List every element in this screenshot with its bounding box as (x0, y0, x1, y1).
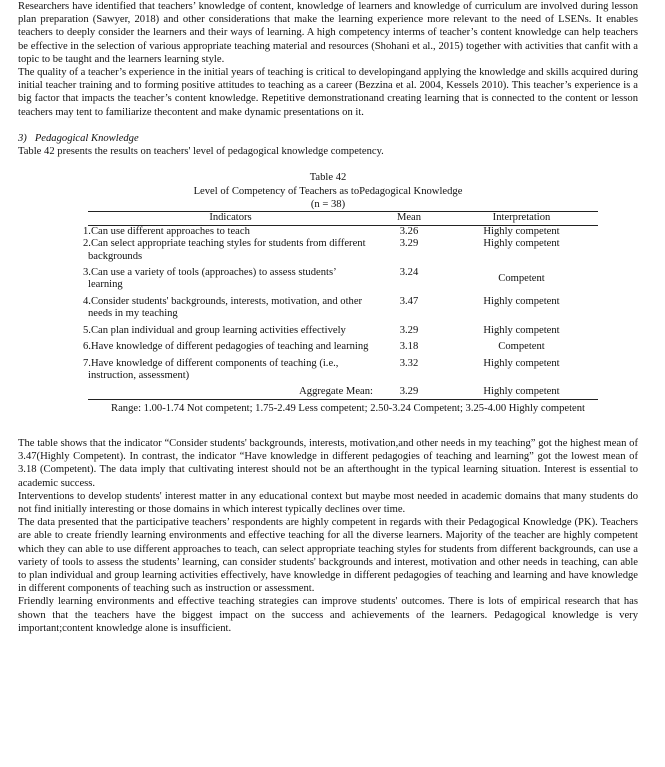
interpretation-cell: Competent (498, 341, 545, 353)
mean-cell: 3.26 (399, 225, 419, 237)
table-row (88, 225, 598, 238)
table-number: Table 42 (309, 172, 347, 184)
indicator-cell: 6.Have knowledge of different pedagogies of teaching and learning (83, 341, 369, 353)
table-row (88, 341, 598, 357)
mean-cell: 3.29 (399, 324, 419, 336)
indicator-cell: 3.Can use a variety of tools (approaches) to assess students’ learning (83, 267, 336, 291)
indicator-cell: 4.Consider students' backgrounds, interests, motivation, and other needs in my teaching (83, 295, 363, 320)
header-interpretation: Interpretation (445, 212, 598, 225)
discussion-paragraph-2: Interventions to develop students' interest matter in any educational context but maybe most needed in academic domains that many students do not find initially interesting or those domains in which interest typically declines over time. (18, 490, 638, 515)
table-row (88, 358, 598, 387)
header-mean: Mean (373, 212, 445, 225)
competency-table (83, 211, 598, 399)
intro-section (18, 0, 638, 119)
aggregate-row (88, 386, 598, 399)
section-heading (18, 132, 638, 145)
section-title: Pedagogical Knowledge (34, 132, 139, 144)
interpretation-cell: Highly competent (483, 295, 560, 307)
mean-cell: 3.32 (399, 357, 419, 369)
table-row (88, 238, 598, 267)
indicator-cell: 5.Can plan individual and group learning activities effectively (83, 324, 346, 336)
table-sample-size: (n = 38) (310, 199, 346, 211)
interpretation-cell: Competent (498, 273, 545, 285)
header-indicators: Indicators (88, 212, 373, 225)
mean-cell: 3.47 (399, 295, 419, 307)
table-title: Level of Competency of Teachers as toPedagogical Knowledge (193, 185, 463, 197)
indicator-cell: 2.Can select appropriate teaching styles for students from different backgrounds (83, 238, 366, 262)
mean-cell: 3.18 (399, 341, 419, 353)
table-row (88, 267, 598, 296)
table-header-row (88, 212, 598, 225)
interpretation-cell: Highly competent (483, 225, 560, 237)
interpretation-cell: Highly competent (483, 324, 560, 336)
mean-cell: 3.29 (399, 238, 419, 250)
indicator-cell: 7.Have knowledge of different components of teaching (i.e., instruction, assessment) (83, 357, 339, 381)
document-page (18, 0, 638, 635)
indicator-cell: 1.Can use different approaches to teach (83, 225, 250, 237)
table-row (88, 296, 598, 325)
range-legend: Range: 1.00-1.74 Not competent; 1.75-2.49 Less competent; 2.50-3.24 Competent; 3.25-4.00 Highly competent (111, 402, 585, 414)
table-row (88, 325, 598, 341)
aggregate-mean: 3.29 (373, 386, 445, 399)
discussion-paragraph-4: Friendly learning environments and effective teaching strategies can improve students' outcomes. There is lots of empirical research that has shown that the teachers have the biggest impact on the success and achievements of the learners. Pedagogical knowledge is very important;content knowledge alone is insufficient. (18, 596, 638, 634)
interpretation-cell: Highly competent (483, 238, 560, 250)
intro-paragraph-1: Researchers have identified that teachers’ knowledge of content, knowledge of learners and knowledge of curriculum are involved during lesson plan preparation (Sawyer, 2018) and other considerations that make the learning experience more relevant to the need of LSENs. It enables teachers to deeply consider the learners and their ways of learning. A high competency interms of teacher’s content knowledge can help teachers be effective in the selection of various appropriate teaching material and resources (Shohani et al., 2015) together with activities that canfit with a topic to be taught and the learners learning style. (18, 1, 638, 65)
table-caption (18, 171, 638, 211)
aggregate-interpretation: Highly competent (445, 386, 598, 399)
aggregate-label: Aggregate Mean: (88, 386, 373, 399)
discussion-paragraph-3: The data presented that the participative teachers’ respondents are highly competent in regards with their Pedagogical Knowledge (PK). Teachers are able to create friendly learning environments and effective teaching for all the diverse learners. Majority of the teacher are highly competent which they can able to use different approaches to teach, can select appropriate teaching styles for students from different backgrounds, can use a variety of tools to assess the students’ learning, can consider students' backgrounds and interest, motivation and other needs in teaching, can able to plan individual and group learning activities effectively, have knowledge in different pedagogies of teaching and learning and have knowledge in different components of teaching such as instruction or assessment. (18, 517, 638, 595)
discussion-section (18, 437, 638, 635)
section-lead: Table 42 presents the results on teachers' level of pedagogical knowledge competency. (18, 146, 384, 158)
table-42 (18, 171, 638, 415)
discussion-paragraph-1: The table shows that the indicator “Consider students' backgrounds, interests, motivation,and other needs in my teaching” got the highest mean of 3.47(Highly Competent). In contrast, the indicator “Have knowledge in different pedagogies of teaching and learning” got the lowest mean of 3.18 (Competent). The data imply that cultivating interest should not be an afterthought in the typical learning situation. Interest is essential to academic success. (18, 437, 638, 489)
section-number: 3) (18, 132, 27, 144)
intro-paragraph-2: The quality of a teacher’s experience in the initial years of teaching is critical to developingand applying the knowledge and skills acquired during initial teacher training and to forming positive attitudes to teaching as a career (Bezzina et al. 2004, Kessels 2010). This teacher’s experience is a big factor that impacts the teacher’s content knowledge. Repetitive demonstrationand creating learning that is connected to the content or lesson teachers may tent to familiarize thecontent and make dynamic presentations on it. (18, 67, 638, 118)
interpretation-cell: Highly competent (483, 357, 560, 369)
mean-cell: 3.24 (399, 267, 419, 279)
